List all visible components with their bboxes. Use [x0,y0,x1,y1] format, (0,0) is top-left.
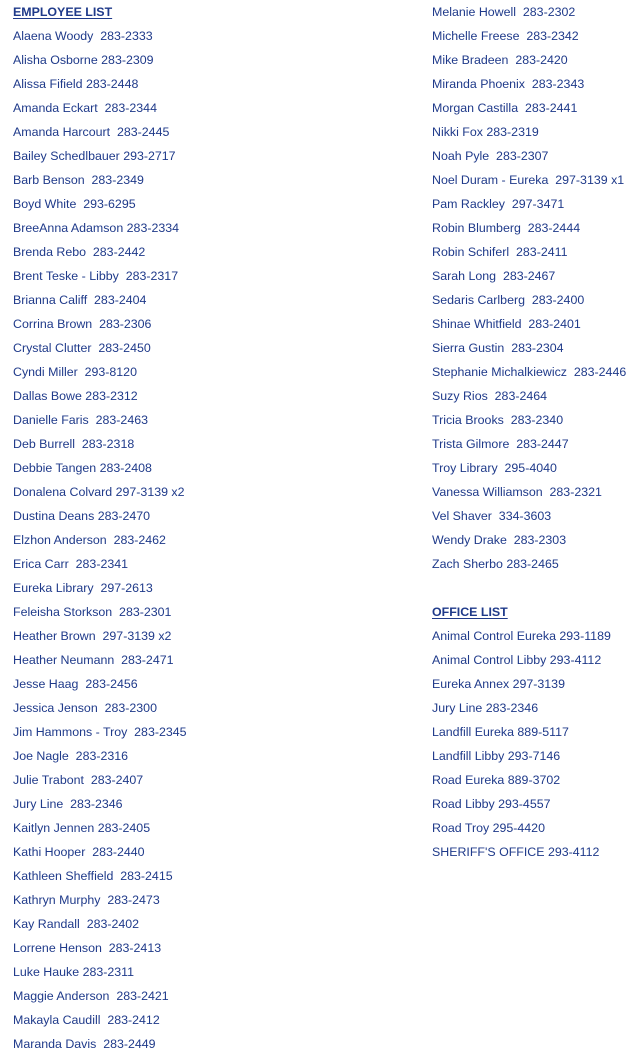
employee-entry: Erica Carr 283-2341 [13,557,129,571]
employee-entry: Elzhon Anderson 283-2462 [13,533,166,547]
employee-entry: Miranda Phoenix 283-2343 [432,77,585,91]
employee-entry: Alaena Woody 283-2333 [13,29,153,43]
employee-entry: Trista Gilmore 283-2447 [432,437,569,451]
employee-entries-left [13,24,413,1056]
employee-entry: Michelle Freese 283-2342 [432,29,579,43]
employee-entry: Tricia Brooks 283-2340 [432,413,564,427]
employee-entry: Debbie Tangen 283-2408 [13,461,152,475]
employee-entry: Donalena Colvard 297-3139 x2 [13,485,185,499]
employee-entry: Robin Schiferl 283-2411 [432,245,568,259]
employee-entry: Eureka Library 297-2613 [13,581,153,595]
employee-entry: Crystal Clutter 283-2450 [13,341,151,355]
employee-entry: Dustina Deans 283-2470 [13,509,151,523]
employee-entry: Sierra Gustin 283-2304 [432,341,564,355]
employee-entry: Feleisha Storkson 283-2301 [13,605,172,619]
employee-entry: Boyd White 293-6295 [13,197,136,211]
employee-entry: Noel Duram - Eureka 297-3139 x1 [432,173,625,187]
employee-list-right-column [432,0,634,864]
employee-entry: Melanie Howell 283-2302 [432,5,576,19]
employee-entry: Kay Randall 283-2402 [13,917,140,931]
employee-entry: Alissa Fifield 283-2448 [13,77,139,91]
employee-entry: Pam Rackley 297-3471 [432,197,565,211]
employee-entry: Sedaris Carlberg 283-2400 [432,293,585,307]
employee-entry: Brianna Califf 283-2404 [13,293,147,307]
office-entry: Animal Control Eureka 293-1189 [432,629,611,643]
office-entry: Eureka Annex 297-3139 [432,677,565,691]
employee-entries-right [432,0,634,576]
employee-entry: Wendy Drake 283-2303 [432,533,567,547]
employee-entry: Joe Nagle 283-2316 [13,749,129,763]
employee-entry: Sarah Long 283-2467 [432,269,556,283]
employee-entry: Shinae Whitfield 283-2401 [432,317,581,331]
employee-entry: Kathleen Sheffield 283-2415 [13,869,173,883]
office-entries [432,624,634,864]
employee-list-heading: EMPLOYEE LIST [13,5,113,19]
employee-entry: Stephanie Michalkiewicz 283-2446 [432,365,627,379]
employee-entry: Heather Brown 297-3139 x2 [13,629,172,643]
employee-entry: Kaitlyn Jennen 283-2405 [13,821,151,835]
employee-entry: Suzy Rios 283-2464 [432,389,548,403]
office-entry: Road Libby 293-4557 [432,797,551,811]
employee-entry: Julie Trabont 283-2407 [13,773,144,787]
employee-entry: Lorrene Henson 283-2413 [13,941,162,955]
employee-entry: Kathi Hooper 283-2440 [13,845,145,859]
employee-entry: Bailey Schedlbauer 293-2717 [13,149,176,163]
employee-entry: Troy Library 295-4040 [432,461,557,475]
employee-entry: Brenda Rebo 283-2442 [13,245,146,259]
office-entry: SHERIFF'S OFFICE 293-4112 [432,845,600,859]
employee-entry: Danielle Faris 283-2463 [13,413,148,427]
employee-entry: Maggie Anderson 283-2421 [13,989,169,1003]
employee-entry: Morgan Castilla 283-2441 [432,101,578,115]
employee-entry: Kathryn Murphy 283-2473 [13,893,160,907]
employee-entry: Deb Burrell 283-2318 [13,437,135,451]
employee-entry: Mike Bradeen 283-2420 [432,53,568,67]
employee-entry: Heather Neumann 283-2471 [13,653,174,667]
employee-entry: Barb Benson 283-2349 [13,173,144,187]
employee-list-left-column [13,0,413,1056]
employee-entry: Vanessa Williamson 283-2321 [432,485,602,499]
office-entry: Landfill Eureka 889-5117 [432,725,569,739]
employee-entry: Jim Hammons - Troy 283-2345 [13,725,187,739]
employee-entry: Jesse Haag 283-2456 [13,677,138,691]
section-spacer [432,576,634,600]
office-list-heading: OFFICE LIST [432,605,508,619]
employee-entry: Nikki Fox 283-2319 [432,125,539,139]
employee-entry: Brent Teske - Libby 283-2317 [13,269,179,283]
employee-entry: Robin Blumberg 283-2444 [432,221,581,235]
employee-entry: Cyndi Miller 293-8120 [13,365,137,379]
employee-entry: Corrina Brown 283-2306 [13,317,152,331]
employee-entry: Amanda Eckart 283-2344 [13,101,157,115]
employee-entry: Jessica Jenson 283-2300 [13,701,157,715]
employee-entry: Makayla Caudill 283-2412 [13,1013,160,1027]
employee-entry: Maranda Davis 283-2449 [13,1037,156,1051]
office-entry: Road Troy 295-4420 [432,821,545,835]
employee-entry: Vel Shaver 334-3603 [432,509,552,523]
office-entry: Road Eureka 889-3702 [432,773,561,787]
employee-entry: Noah Pyle 283-2307 [432,149,549,163]
employee-entry: Alisha Osborne 283-2309 [13,53,154,67]
employee-entry: Luke Hauke 283-2311 [13,965,135,979]
employee-entry: BreeAnna Adamson 283-2334 [13,221,180,235]
employee-entry: Zach Sherbo 283-2465 [432,557,559,571]
employee-entry: Jury Line 283-2346 [13,797,123,811]
office-entry: Landfill Libby 293-7146 [432,749,561,763]
employee-entry: Dallas Bowe 283-2312 [13,389,138,403]
office-entry: Animal Control Libby 293-4112 [432,653,602,667]
office-entry: Jury Line 283-2346 [432,701,539,715]
employee-entry: Amanda Harcourt 283-2445 [13,125,170,139]
